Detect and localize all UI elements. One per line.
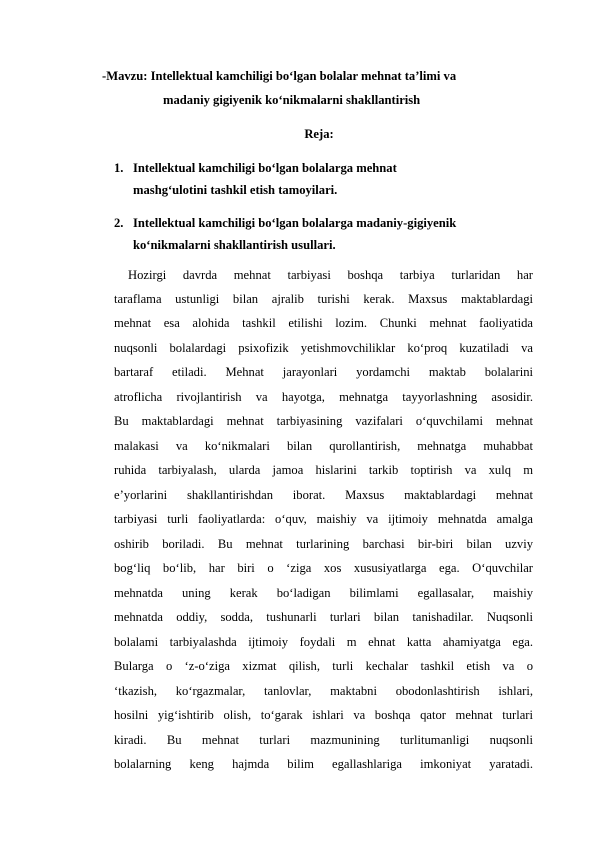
body-line: e’yorlarini shakllantirishdan iborat. Maxsus maktablardagi mehnat bbox=[114, 488, 533, 502]
body-line: bolalami tarbiyalashda ijtimoiy foydali m ehnat katta ahamiyatga ega. bbox=[114, 635, 533, 649]
plan-item-text-line-2: mashg‘ulotini tashkil etish tamoyilari. bbox=[133, 183, 338, 197]
plan-item-number: 1. bbox=[114, 161, 124, 175]
body-line: taraflama ustunligi bilan ajralib turishi kerak. Maxsus maktablardagi bbox=[114, 292, 533, 306]
body-line: bartaraf etiladi. Mehnat jarayonlari yordamchi maktab bolalarini bbox=[114, 365, 533, 379]
body-line: Hozirgi davrda mehnat tarbiyasi boshqa tarbiya turlaridan har bbox=[128, 268, 533, 282]
body-line: tarbiyasi turli faoliyatlarda: o‘quv, maishiy va ijtimoiy mehnatda amalga bbox=[114, 512, 533, 526]
body-line: Bularga o ‘z-o‘ziga xizmat qilish, turli kechalar tashkil etish va o bbox=[114, 659, 533, 673]
topic-title-line-2: madaniy gigiyenik ko‘nikmalarni shakllantirish bbox=[163, 93, 421, 107]
body-line: oshirib boriladi. Bu mehnat turlarining barchasi bir-biri bilan uzviy bbox=[114, 537, 533, 551]
body-line: nuqsonli bolalardagi psixofizik yetishmovchiliklar ko‘proq kuzatiladi va bbox=[114, 341, 533, 355]
body-line: bolalarning keng hajmda bilim egallashlariga imkoniyat yaratadi. bbox=[114, 757, 533, 771]
body-line: hosilni yig‘ishtirib olish, to‘garak ishlari va boshqa qator mehnat turlari bbox=[114, 708, 533, 722]
body-line: mehnat esa alohida tashkil etilishi lozim. Chunki mehnat faoliyatida bbox=[114, 316, 533, 330]
body-line: malakasi va ko‘nikmalari bilan qurollantirish, mehnatga muhabbat bbox=[114, 439, 533, 453]
body-line: mehnatda oddiy, sodda, tushunarli turlari bilan tanishadilar. Nuqsonli bbox=[114, 610, 533, 624]
body-line: ‘tkazish, ko‘rgazmalar, tanlovlar, maktabni obodonlashtirish ishlari, bbox=[114, 684, 533, 698]
plan-item-text-line-2: ko‘nikmalarni shakllantirish usullari. bbox=[133, 238, 336, 252]
plan-heading: Reja: bbox=[304, 127, 334, 141]
plan-item-text-line-1: Intellektual kamchiligi bo‘lgan bolalarga madaniy-gigiyenik bbox=[133, 216, 457, 230]
body-line: atroflicha rivojlantirish va hayotga, mehnatga tayyorlashning asosidir. bbox=[114, 390, 533, 404]
topic-title-line-1: -Mavzu: Intellektual kamchiligi bo‘lgan bolalar mehnat ta’limi va bbox=[102, 69, 457, 83]
plan-item-number: 2. bbox=[114, 216, 124, 230]
body-line: mehnatda uning kerak bo‘ladigan bilimlami egallasalar, maishiy bbox=[114, 586, 533, 600]
body-line: ruhida tarbiyalash, ularda jamoa hislarini tarkib toptirish va xulq m bbox=[114, 463, 533, 477]
body-line: bog‘liq bo‘lib, har biri o ‘ziga xos xususiyatlarga ega. O‘quvchilar bbox=[114, 561, 533, 575]
plan-item-text-line-1: Intellektual kamchiligi bo‘lgan bolalarga mehnat bbox=[133, 161, 397, 175]
body-line: Bu maktablardagi mehnat tarbiyasining vazifalari o‘quvchilami mehnat bbox=[114, 414, 533, 428]
body-line: kiradi. Bu mehnat turlari mazmunining turlitumanligi nuqsonli bbox=[114, 733, 533, 747]
